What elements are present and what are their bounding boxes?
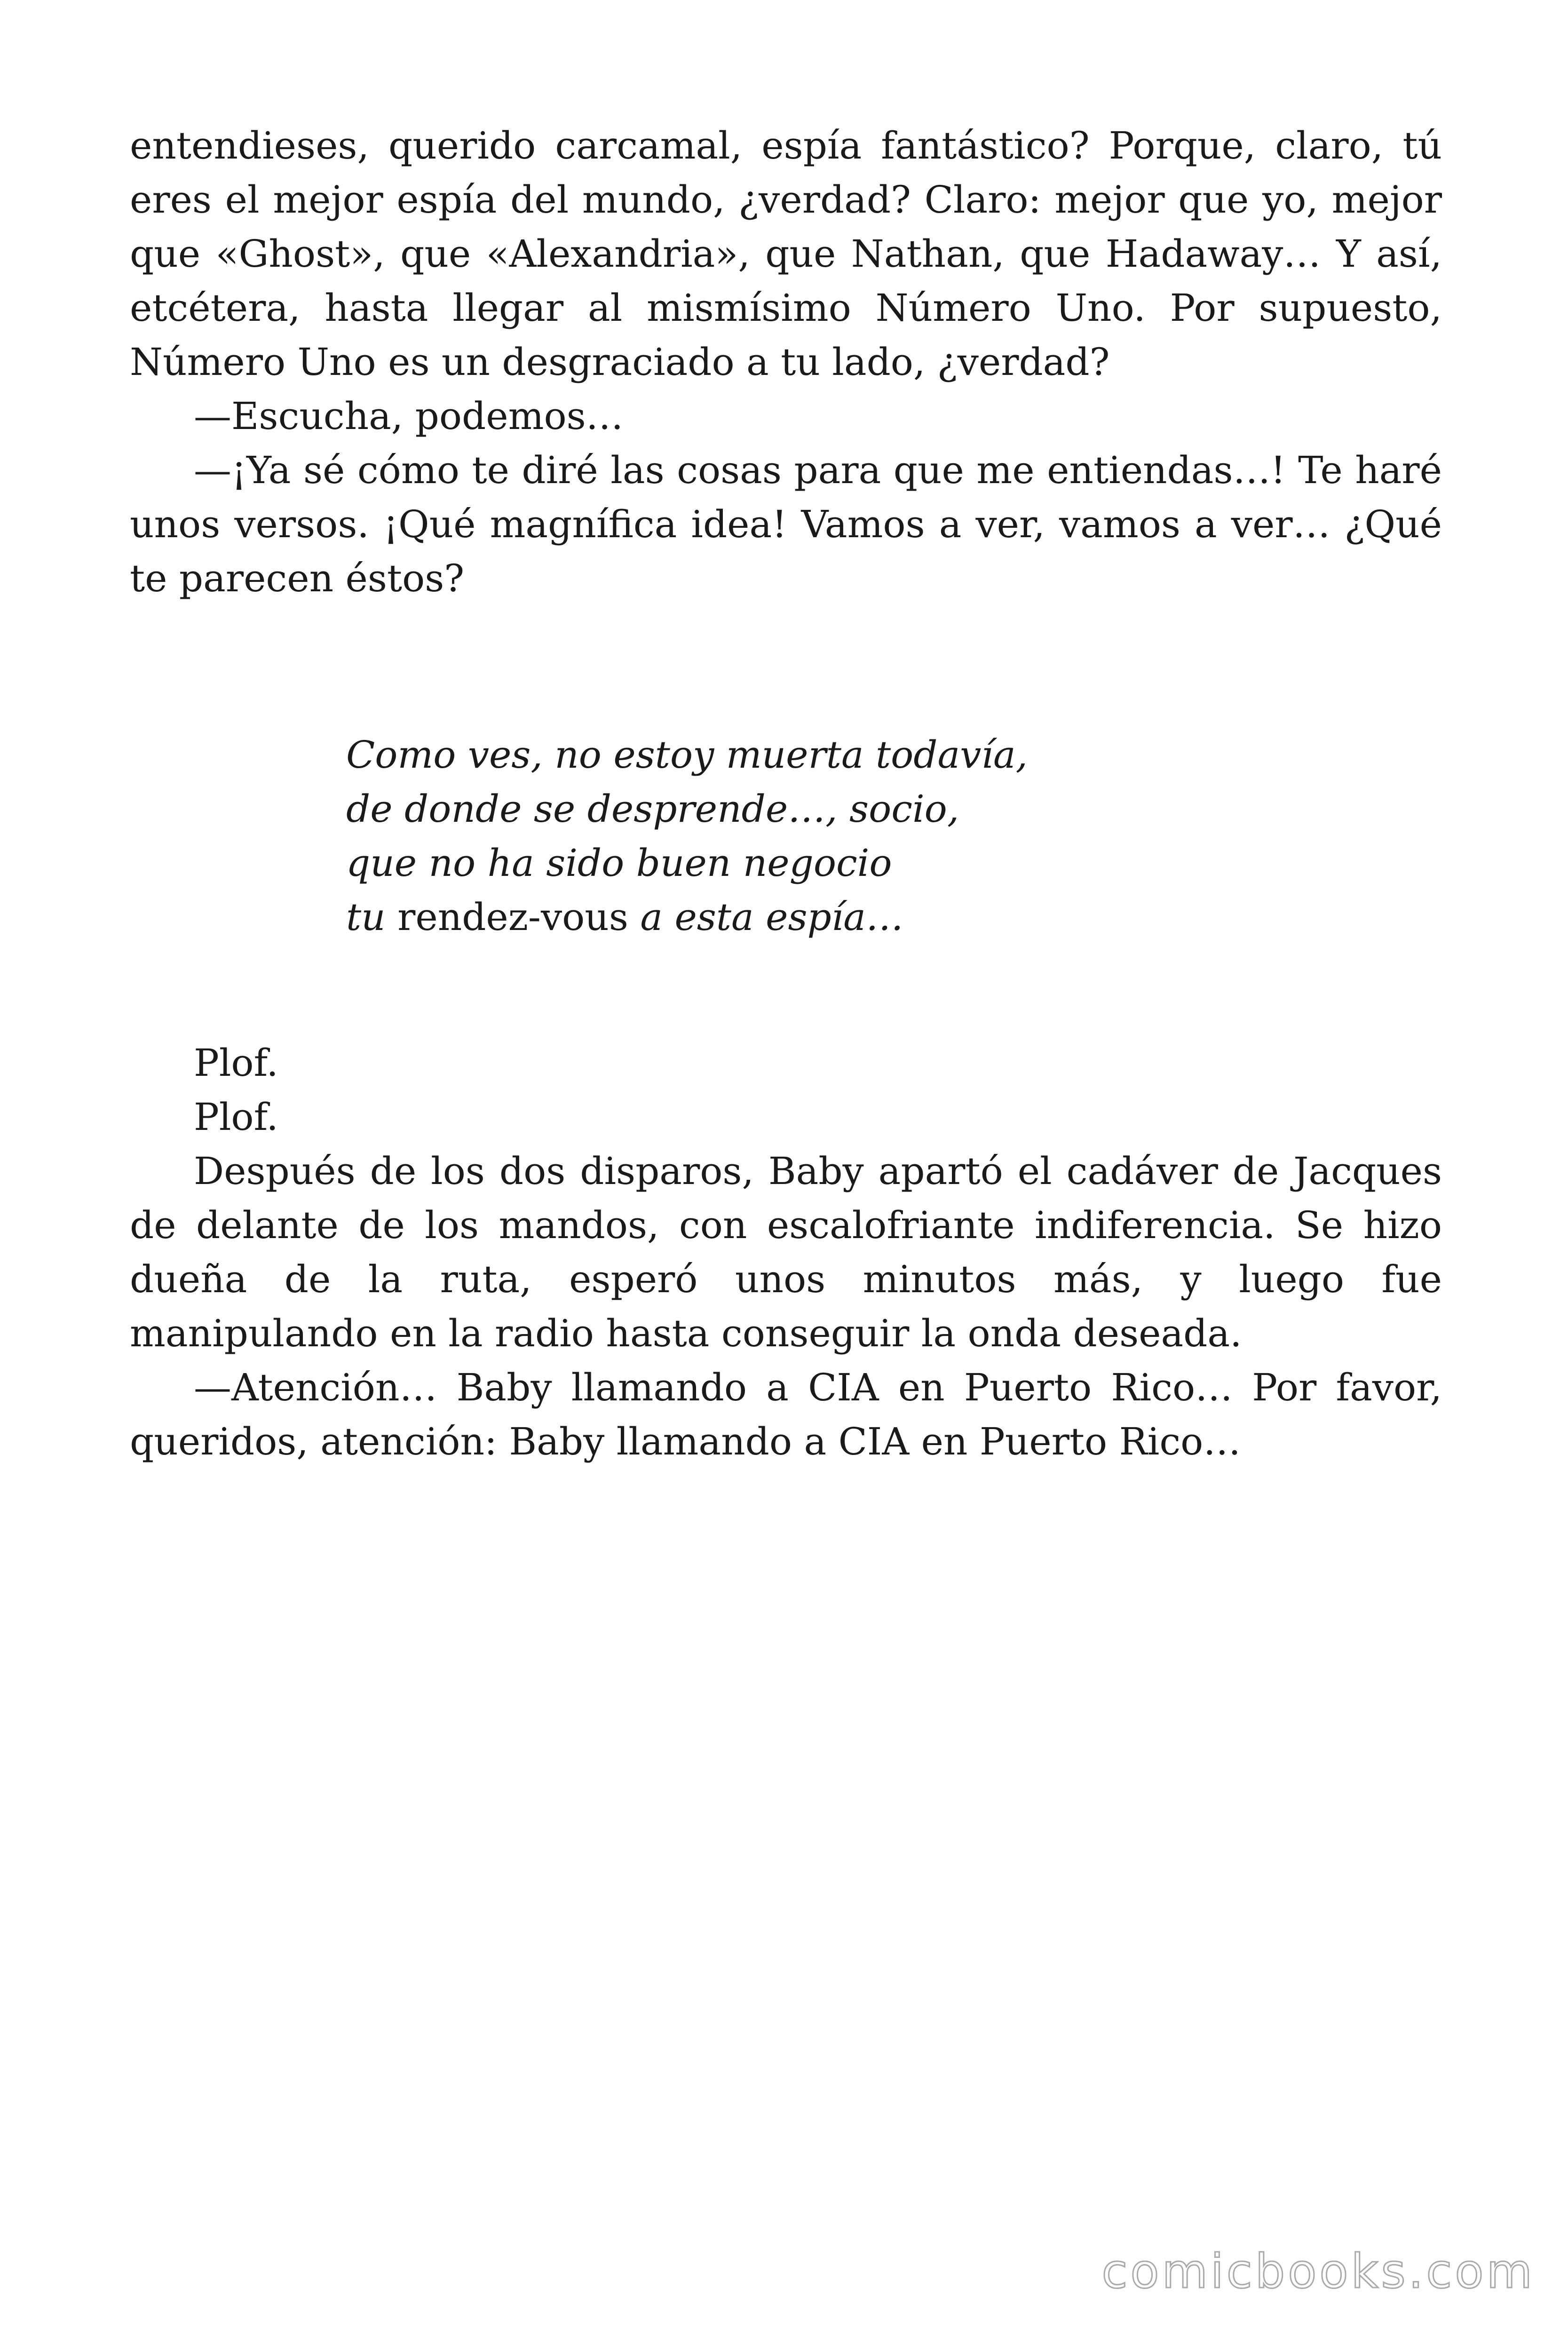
verse-line-4-part-b: rendez-vous bbox=[385, 895, 641, 939]
verse-line-4-part-a: tu bbox=[346, 895, 386, 939]
verse-line-1: Como ves, no estoy muerta todavía, bbox=[346, 733, 1028, 777]
verse-line-3: que no ha sido buen negocio bbox=[346, 841, 892, 885]
paragraph-3: —¡Ya sé cómo te diré las cosas para que me entiendas…! Te haré unos versos. ¡Qué magnífica idea! Vamos a ver, vamos a ver… ¿Qué te parecen éstos? bbox=[130, 448, 1442, 600]
verse-block bbox=[346, 728, 1442, 944]
paragraph-7: —Atención… Baby llamando a CIA en Puerto Rico… Por favor, queridos, atención: Baby llamando a CIA en Puerto Rico… bbox=[130, 1366, 1442, 1463]
paragraph-4: Plof. bbox=[194, 1041, 278, 1085]
paragraph-1: entendieses, querido carcamal, espía fantástico? Porque, claro, tú eres el mejor espía del mundo, ¿verdad? Claro: mejor que yo, mejor que «Ghost», que «Alexandria», que Nathan, que Hadaway… Y así, etcétera, hasta llegar al mismísimo Número Uno. Por supuesto, Número Uno es un desgraciado a tu lado, ¿verdad? bbox=[130, 124, 1442, 384]
verse-line-4 bbox=[346, 890, 1442, 944]
watermark-text: comicbooks.com bbox=[1101, 2244, 1535, 2299]
paragraph-5: Plof. bbox=[194, 1095, 278, 1139]
paragraph-6: Después de los dos disparos, Baby apartó el cadáver de Jacques de delante de los mandos, con escalofriante indiferencia. Se hizo dueña de la ruta, esperó unos minutos más, y luego fue manipulando en la radio hasta conseguir la onda deseada. bbox=[130, 1149, 1442, 1355]
page-content bbox=[130, 119, 1442, 1469]
verse-line-4-part-c: a esta espía… bbox=[640, 895, 903, 939]
paragraph-2: —Escucha, podemos… bbox=[194, 394, 624, 438]
verse-line-2: de donde se desprende…, socio, bbox=[346, 787, 959, 831]
